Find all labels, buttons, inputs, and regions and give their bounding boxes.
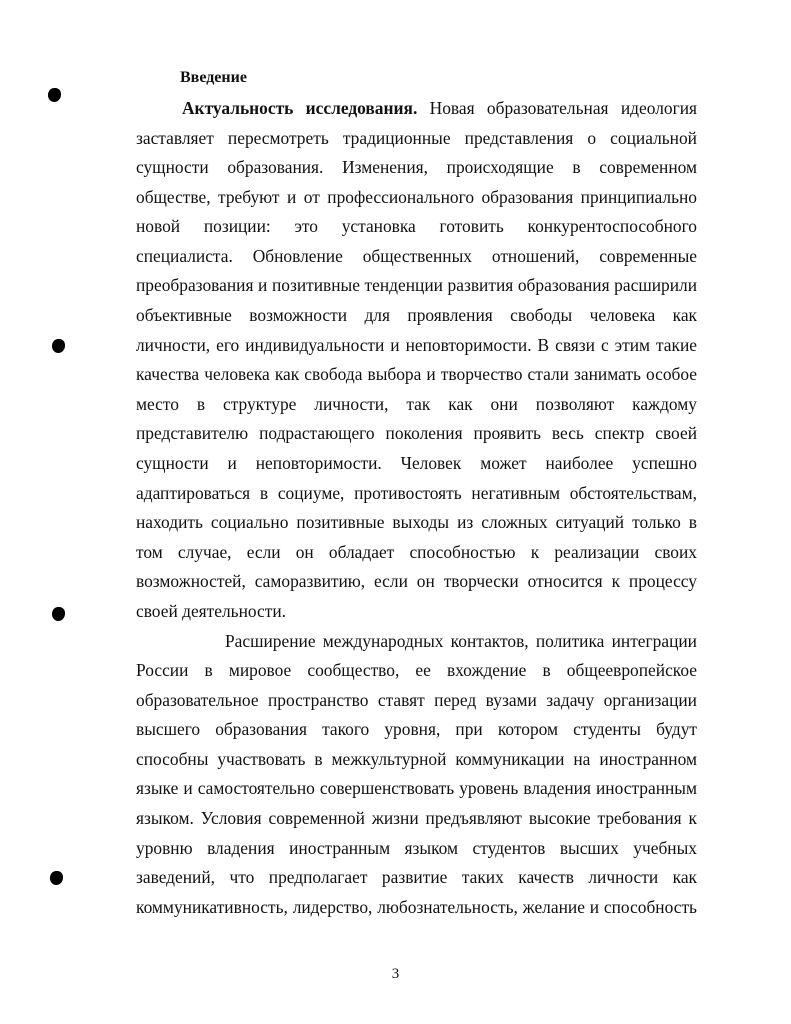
paragraph-line: представителю подрастающего поколения проявить весь спектр своей: [136, 423, 697, 443]
lead-text: Новая образовательная идеология: [417, 98, 698, 118]
paragraph-line: [182, 97, 697, 119]
paragraph-line: Расширение международных контактов, политика интеграции: [225, 631, 697, 651]
punch-hole-mark: [50, 871, 63, 885]
paragraph-line: находить социально позитивные выходы из сложных ситуаций только в: [136, 512, 697, 532]
paragraph-line: том случае, если он обладает способностью к реализации своих: [136, 542, 697, 562]
section-heading: Введение: [180, 69, 247, 86]
paragraph-line: новой позиции: это установка готовить конкурентоспособного: [136, 216, 697, 236]
paragraph-line: адаптироваться в социуме, противостоять негативным обстоятельствам,: [136, 483, 697, 503]
paragraph-line: уровню владения иностранным языком студентов высших учебных: [136, 838, 697, 858]
paragraph-line: объективные возможности для проявления свободы человека как: [136, 305, 697, 325]
paragraph-line: место в структуре личности, так как они позволяют каждому: [136, 394, 697, 414]
paragraph-line: образовательное пространство ставят перед вузами задачу организации: [136, 690, 697, 710]
paragraph-line: заставляет пересмотреть традиционные представления о социальной: [136, 128, 697, 148]
paragraph-line: высшего образования такого уровня, при котором студенты будут: [136, 719, 697, 739]
page-number: 3: [391, 966, 400, 982]
paragraph-line: своей деятельности.: [136, 601, 286, 621]
paragraph-line: личности, его индивидуальности и неповторимости. В связи с этим такие: [136, 335, 697, 355]
paragraph-line: преобразования и позитивные тенденции развития образования расширили: [136, 275, 697, 295]
paragraph-line: языком. Условия современной жизни предъявляют высокие требования к: [136, 808, 697, 828]
paragraph-line: возможностей, саморазвитию, если он творчески относится к процессу: [136, 571, 697, 591]
paragraph-line: сущности и неповторимости. Человек может наиболее успешно: [136, 453, 697, 473]
paragraph-line: специалиста. Обновление общественных отношений, современные: [136, 246, 697, 266]
lead-bold-text: Актуальность исследования.: [182, 98, 418, 118]
punch-hole-mark: [48, 88, 61, 102]
paragraph-line: сущности образования. Изменения, происходящие в современном: [136, 157, 697, 177]
paragraph-line: коммуникативность, лидерство, любознательность, желание и способность: [136, 897, 697, 917]
paragraph-line: способны участвовать в межкультурной коммуникации на иностранном: [136, 749, 697, 769]
paragraph-line: качества человека как свобода выбора и творчество стали занимать особое: [136, 364, 697, 384]
paragraph-line: заведений, что предполагает развитие таких качеств личности как: [136, 867, 697, 887]
punch-hole-mark: [52, 339, 65, 353]
paragraph-line: обществе, требуют и от профессионального образования принципиально: [136, 187, 697, 207]
paragraph-line: языке и самостоятельно совершенствовать уровень владения иностранным: [136, 778, 697, 798]
punch-hole-mark: [52, 607, 65, 621]
paragraph-line: России в мировое сообщество, ее вхождение в общеевропейское: [136, 660, 697, 680]
